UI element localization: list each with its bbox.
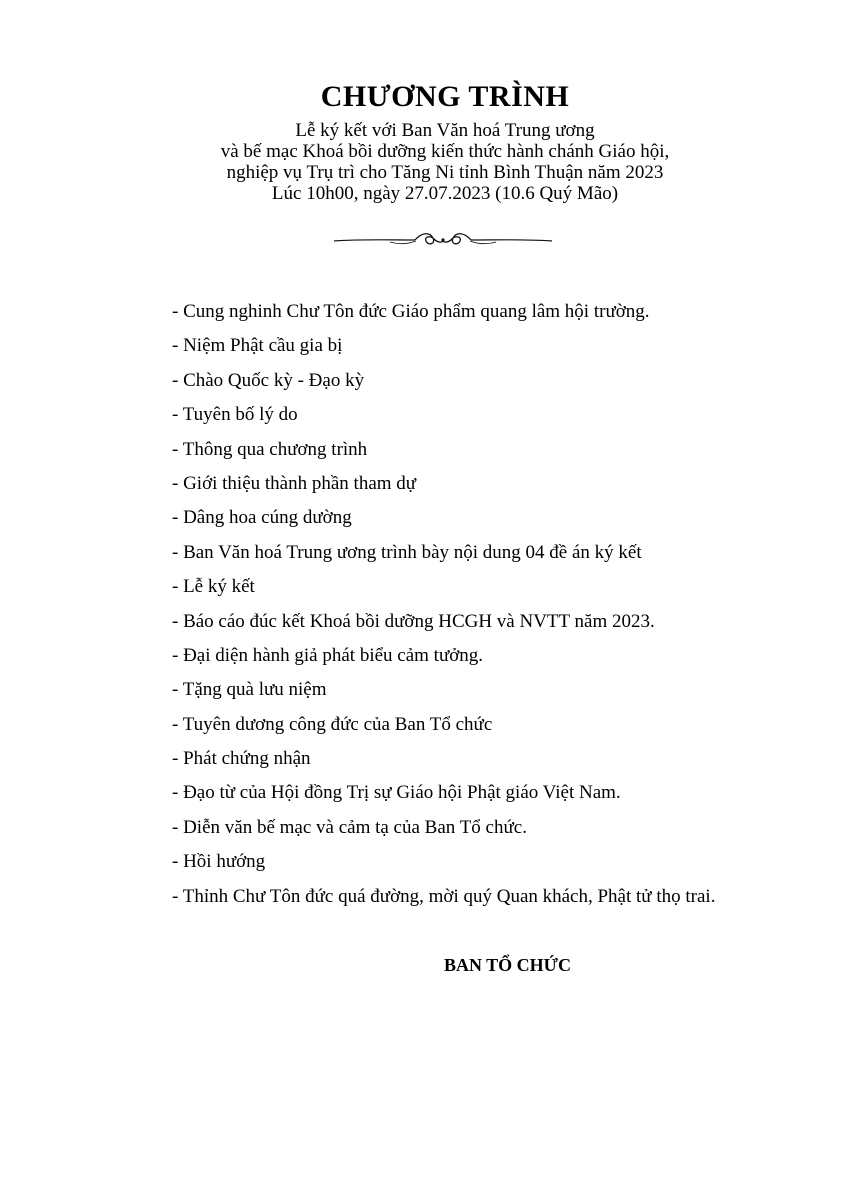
agenda-item: - Ban Văn hoá Trung ương trình bày nội dung 04 đề án ký kết — [172, 541, 642, 563]
agenda-item: - Dâng hoa cúng dường — [172, 507, 352, 529]
agenda-item: - Thỉnh Chư Tôn đức quá đường, mời quý Quan khách, Phật tử thọ trai. — [172, 885, 716, 907]
agenda-item: - Phát chứng nhận — [172, 748, 311, 770]
agenda-item: - Tuyên dương công đức của Ban Tổ chức — [172, 713, 493, 735]
agenda-list — [172, 298, 812, 917]
agenda-item: - Tặng quà lưu niệm — [172, 679, 327, 701]
agenda-item: - Niệm Phật cầu gia bị — [172, 335, 343, 357]
subtitle-line-3: nghiệp vụ Trụ trì cho Tăng Ni tỉnh Bình Thuận năm 2023 — [226, 162, 664, 183]
subtitle-line-1: Lễ ký kết với Ban Văn hoá Trung ương — [295, 120, 595, 141]
agenda-item: - Hồi hướng — [172, 851, 266, 873]
organizer-signature: BAN TỔ CHỨC — [444, 955, 572, 975]
agenda-item: - Tuyên bố lý do — [172, 404, 298, 426]
agenda-item: - Đạo từ của Hội đồng Trị sự Giáo hội Phật giáo Việt Nam. — [172, 782, 621, 804]
agenda-item: - Cung nghinh Chư Tôn đức Giáo phẩm quang lâm hội trường. — [172, 301, 650, 322]
agenda-item: - Báo cáo đúc kết Khoá bồi dưỡng HCGH và NVTT năm 2023. — [172, 610, 655, 632]
subtitle-line-2: và bế mạc Khoá bồi dưỡng kiến thức hành chánh Giáo hội, — [220, 141, 670, 162]
decorative-flourish-icon — [330, 226, 556, 254]
agenda-item: - Thông qua chương trình — [172, 438, 368, 460]
agenda-item: - Lễ ký kết — [172, 576, 255, 598]
page-title: CHƯƠNG TRÌNH — [320, 80, 570, 113]
subtitle-line-date: Lúc 10h00, ngày 27.07.2023 (10.6 Quý Mão) — [271, 183, 619, 204]
agenda-item: - Giới thiệu thành phần tham dự — [172, 472, 417, 494]
agenda-item: - Chào Quốc kỳ - Đạo kỳ — [172, 369, 365, 391]
agenda-item: - Đại diện hành giả phát biểu cảm tưởng. — [172, 644, 484, 666]
subtitle-block — [0, 120, 848, 204]
agenda-item: - Diễn văn bế mạc và cảm tạ của Ban Tổ chức. — [172, 816, 527, 838]
